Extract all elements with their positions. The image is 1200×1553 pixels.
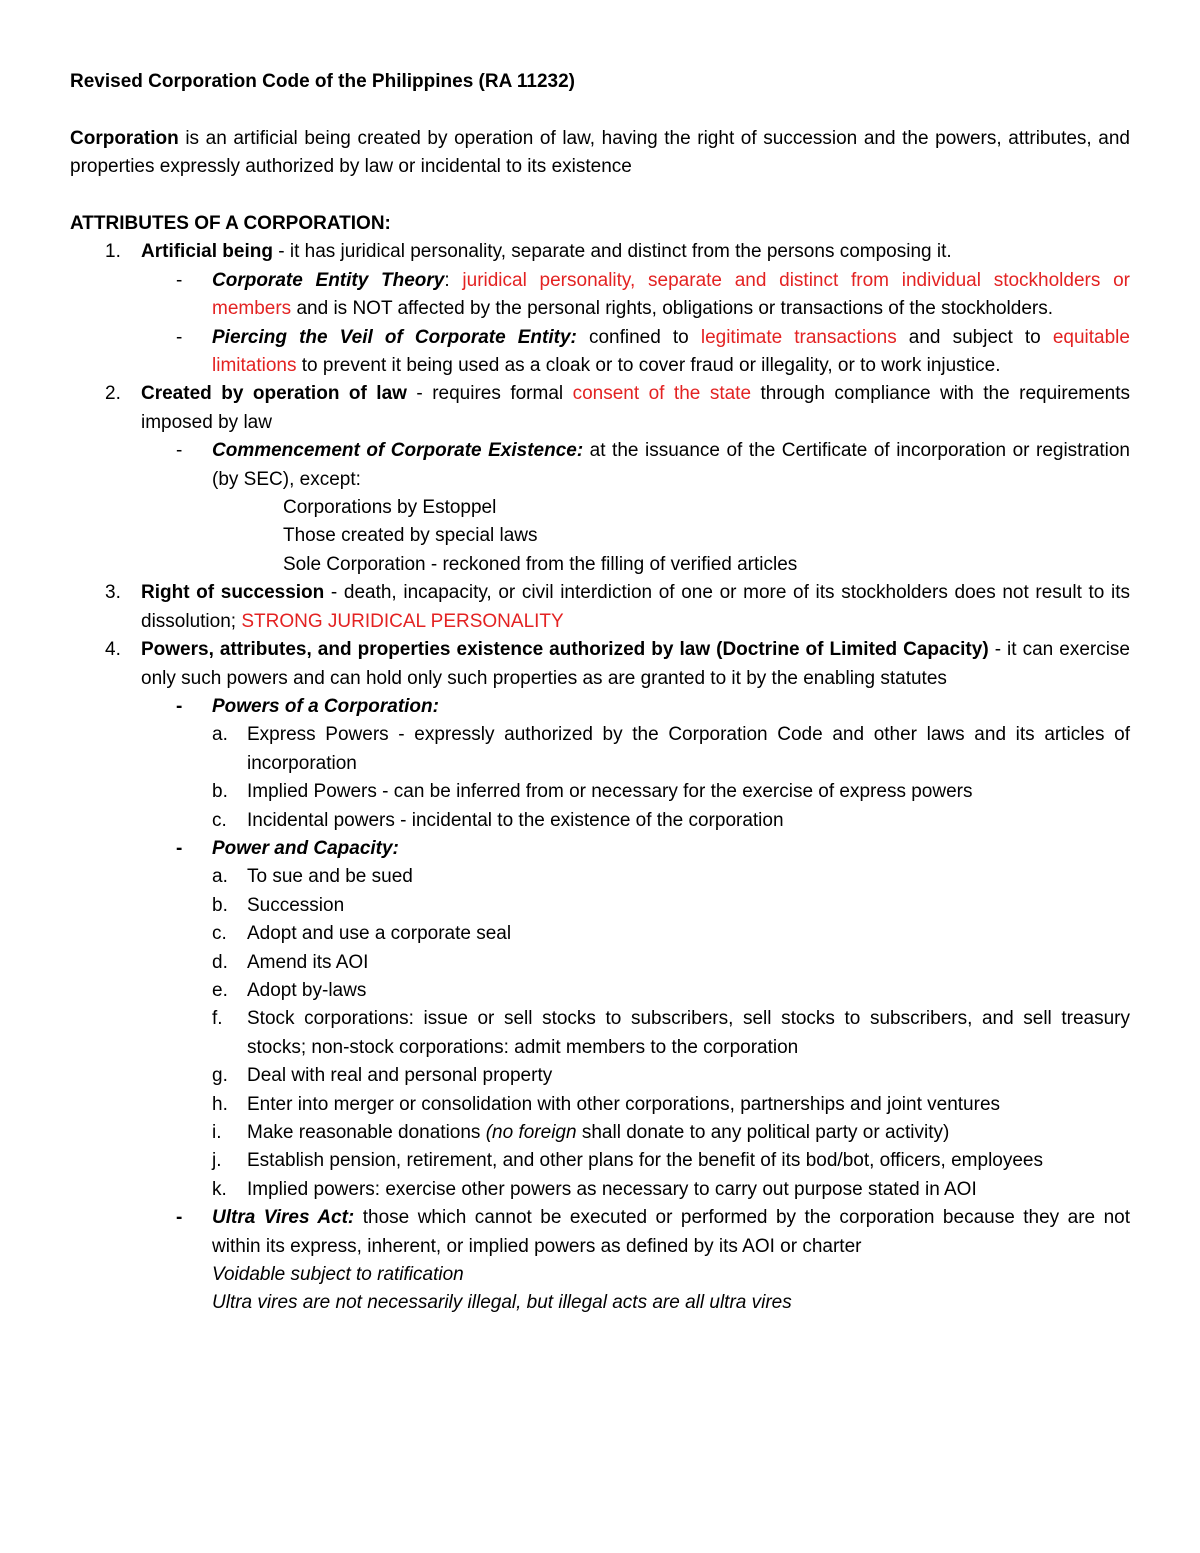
exception-item: Corporations by Estoppel <box>283 497 497 519</box>
powers-of-a-corporation: - Powers of a Corporation: <box>176 695 439 717</box>
power-and-capacity: - Power and Capacity: <box>176 837 399 859</box>
exception-item: Sole Corporation - reckoned from the filling of verified articles <box>283 553 798 575</box>
attribute-item-1: 1. Artificial being - it has juridical personality, separate and distinct from the persons composing it. <box>105 241 952 263</box>
list-item: d. Amend its AOI <box>212 951 369 973</box>
list-item: e. Adopt by-laws <box>212 979 367 1001</box>
ultra-vires-act: - Ultra Vires Act: those which cannot be executed or performed by the corporation because they are not within its express, inherent, or implied powers as defined by its AOI or charter <box>176 1207 1130 1257</box>
list-item: h. Enter into merger or consolidation with other corporations, partnerships and joint ventures <box>212 1093 1001 1115</box>
definition-term: Corporation <box>70 127 179 149</box>
list-item: j. Establish pension, retirement, and other plans for the benefit of its bod/bot, officers, employees <box>212 1150 1043 1172</box>
document-title: Revised Corporation Code of the Philippines (RA 11232) <box>70 71 575 92</box>
attributes-heading: ATTRIBUTES OF A CORPORATION: <box>70 213 391 234</box>
attribute-item-4: 4. Powers, attributes, and properties existence authorized by law (Doctrine of Limited Capacity) - it can exercise only such powers and can hold only such properties as are granted to it by the enabling statutes <box>105 639 1130 689</box>
ultra-vires-note: Ultra vires are not necessarily illegal, but illegal acts are all ultra vires <box>212 1292 792 1314</box>
list-item: i. Make reasonable donations (no foreign shall donate to any political party or activity) <box>212 1122 950 1143</box>
list-item: f. Stock corporations: issue or sell stocks to subscribers, sell stocks to subscribers, and sell treasury stocks; non-stock corporations: admit members to the corporation <box>212 1008 1130 1058</box>
list-item: a. Express Powers - expressly authorized by the Corporation Code and other laws and its articles of incorporation <box>212 724 1130 774</box>
commencement-of-existence: - Commencement of Corporate Existence: at the issuance of the Certificate of incorporation or registration (by SEC), except: <box>176 440 1130 490</box>
list-item: b. Implied Powers - can be inferred from or necessary for the exercise of express powers <box>212 781 973 803</box>
list-item: g. Deal with real and personal property <box>212 1065 553 1087</box>
document-page <box>70 68 1130 1318</box>
attribute-item-2: 2. Created by operation of law - requires formal consent of the state through compliance with the requirements imposed by law <box>105 383 1131 433</box>
piercing-the-veil: - Piercing the Veil of Corporate Entity: confined to legitimate transactions and subject to equitable limitations to prevent it being used as a cloak or to cover fraud or illegality, or to work injustice. <box>176 326 1130 377</box>
exception-item: Those created by special laws <box>283 525 538 547</box>
corporation-definition: Corporation is an artificial being created by operation of law, having the right of succession and the powers, attributes, and properties expressly authorized by law or incidental to its existence <box>70 127 1130 178</box>
list-item: k. Implied powers: exercise other powers as necessary to carry out purpose stated in AOI <box>212 1178 977 1200</box>
list-item: a. To sue and be sued <box>212 866 413 888</box>
attribute-item-3: 3. Right of succession - death, incapacity, or civil interdiction of one or more of its stockholders does not result to its dissolution; STRONG JURIDICAL PERSONALITY <box>105 582 1130 632</box>
list-item: c. Incidental powers - incidental to the existence of the corporation <box>212 809 784 831</box>
list-item: b. Succession <box>212 894 345 916</box>
list-item: c. Adopt and use a corporate seal <box>212 923 512 945</box>
corporate-entity-theory: - Corporate Entity Theory: juridical personality, separate and distinct from individual stockholders or members and is NOT affected by the personal rights, obligations or transactions of the stockholders. <box>176 269 1130 320</box>
ultra-vires-note: Voidable subject to ratification <box>212 1264 464 1286</box>
